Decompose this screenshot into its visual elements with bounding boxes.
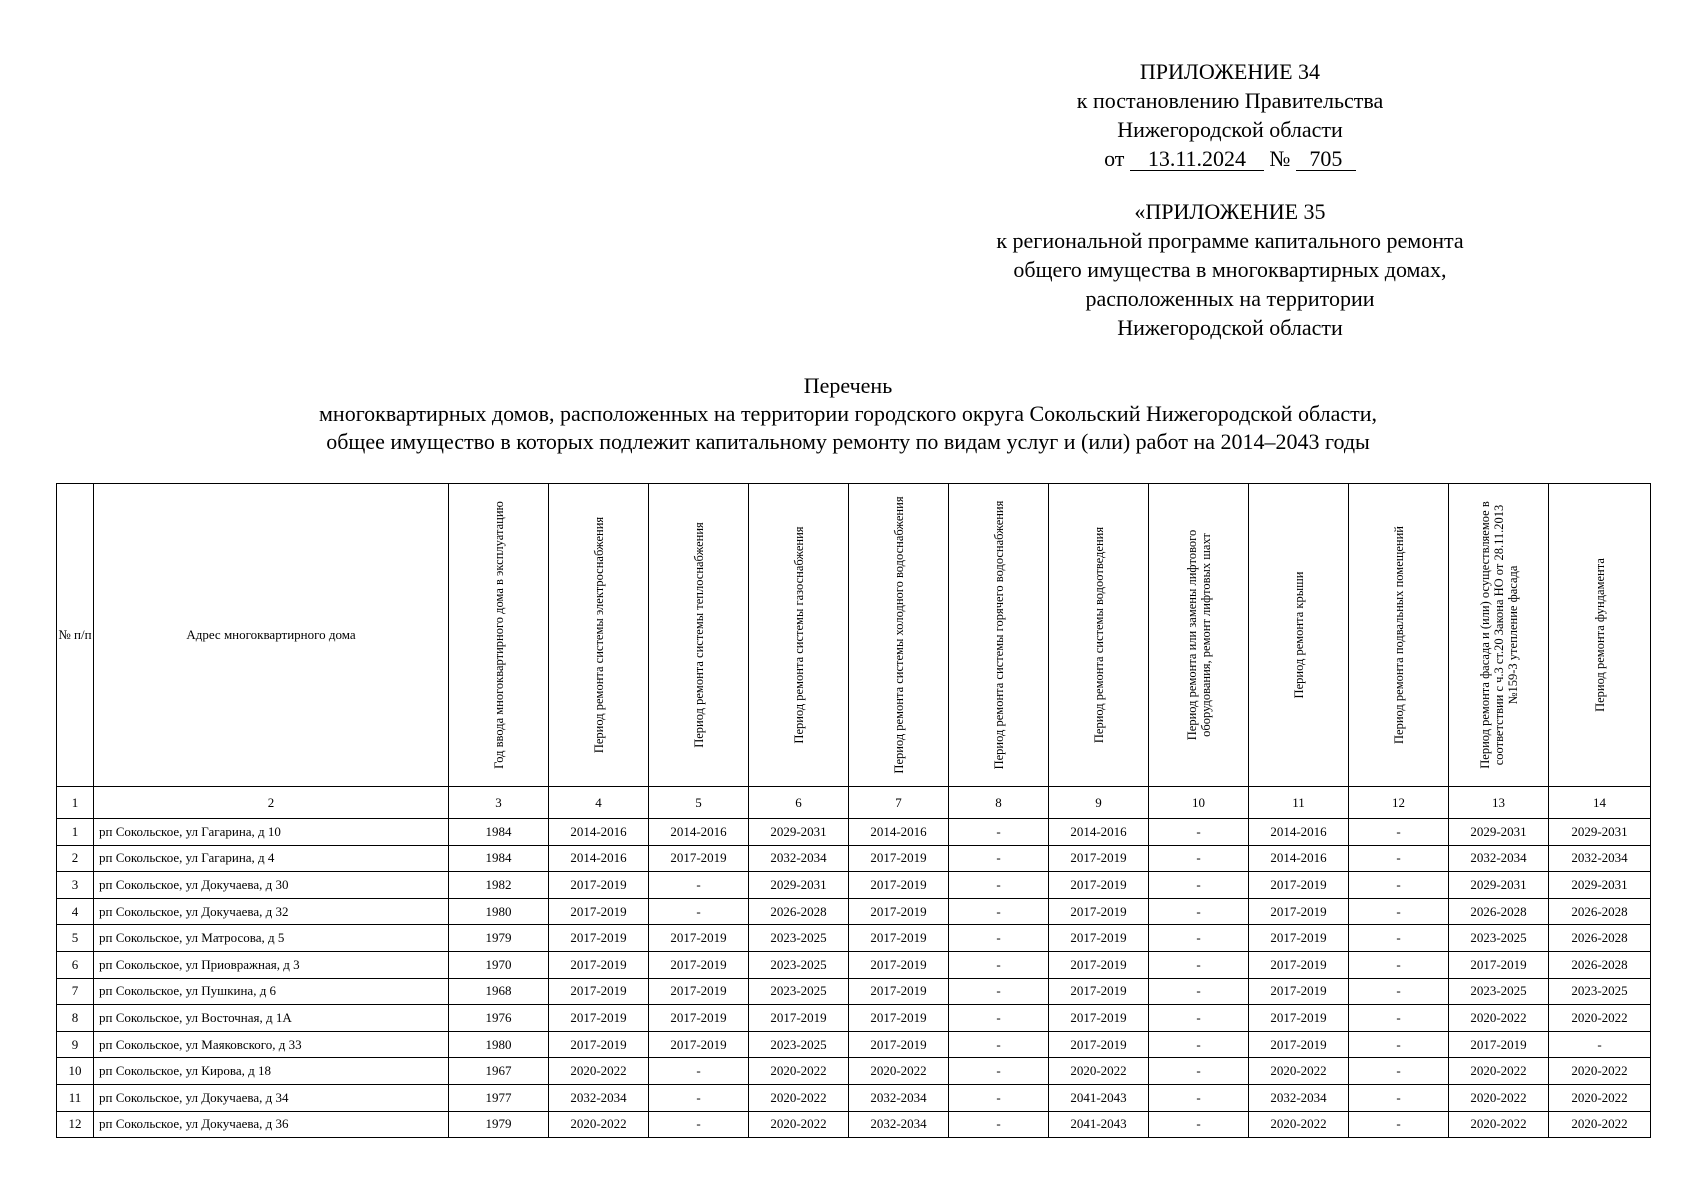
resolution-number: 705 bbox=[1296, 148, 1356, 171]
row-number-cell: 12 bbox=[57, 1111, 94, 1138]
table-cell: 2017-2019 bbox=[849, 1031, 949, 1058]
column-number: 4 bbox=[549, 787, 649, 819]
address-cell: рп Сокольское, ул Гагарина, д 10 bbox=[94, 819, 449, 846]
table-cell: - bbox=[649, 872, 749, 899]
table-cell: 2017-2019 bbox=[749, 1005, 849, 1032]
table-cell: 2020-2022 bbox=[1549, 1005, 1651, 1032]
table-cell: 2017-2019 bbox=[1049, 1031, 1149, 1058]
table-cell: - bbox=[1149, 1111, 1249, 1138]
table-cell: - bbox=[1349, 951, 1449, 978]
table-row bbox=[57, 1031, 1651, 1058]
table-cell: 2017-2019 bbox=[849, 1005, 949, 1032]
appendix-35-line3: расположенных на территории bbox=[1085, 286, 1375, 311]
table-cell: - bbox=[1149, 898, 1249, 925]
table-cell: - bbox=[1349, 1031, 1449, 1058]
houses-table bbox=[56, 483, 1651, 1138]
table-cell: 2017-2019 bbox=[549, 1005, 649, 1032]
table-cell: - bbox=[949, 1111, 1049, 1138]
table-cell: 2017-2019 bbox=[649, 845, 749, 872]
table-cell: 2032-2034 bbox=[1249, 1084, 1349, 1111]
appendix-35-line1: к региональной программе капитального ремонта bbox=[996, 228, 1464, 253]
table-cell: - bbox=[1349, 1058, 1449, 1085]
document-heading bbox=[200, 372, 1496, 456]
table-cell: 2014-2016 bbox=[849, 819, 949, 846]
header-drainage: Период ремонта системы водоотведения bbox=[1049, 484, 1149, 787]
table-cell: 2017-2019 bbox=[1249, 872, 1349, 899]
table-cell: 2029-2031 bbox=[1549, 819, 1651, 846]
table-cell: - bbox=[1149, 1005, 1249, 1032]
column-number: 14 bbox=[1549, 787, 1651, 819]
row-number-cell: 10 bbox=[57, 1058, 94, 1085]
table-cell: 2029-2031 bbox=[1449, 819, 1549, 846]
table-cell: 1982 bbox=[449, 872, 549, 899]
heading-line2: многоквартирных домов, расположенных на территории городского округа Сокольский Нижегородской области, bbox=[319, 401, 1377, 426]
row-number-cell: 8 bbox=[57, 1005, 94, 1032]
header-elevator: Период ремонта или замены лифтового оборудования, ремонт лифтовых шахт bbox=[1149, 484, 1249, 787]
table-cell: 2020-2022 bbox=[1549, 1058, 1651, 1085]
table-cell: - bbox=[949, 1058, 1049, 1085]
table-cell: - bbox=[1349, 1005, 1449, 1032]
table-cell: 2017-2019 bbox=[649, 951, 749, 978]
address-cell: рп Сокольское, ул Докучаева, д 34 bbox=[94, 1084, 449, 1111]
table-cell: 2020-2022 bbox=[1549, 1111, 1651, 1138]
table-cell: 2017-2019 bbox=[549, 978, 649, 1005]
table-cell: - bbox=[1349, 845, 1449, 872]
row-number-cell: 7 bbox=[57, 978, 94, 1005]
table-row bbox=[57, 1058, 1651, 1085]
heading-line3: общее имущество в которых подлежит капитальному ремонту по видам услуг и (или) работ на 2014–2043 годы bbox=[326, 429, 1370, 454]
appendix-35-line2: общего имущества в многоквартирных домах, bbox=[1013, 257, 1447, 282]
table-cell: 2017-2019 bbox=[1049, 951, 1149, 978]
table-cell: 2014-2016 bbox=[649, 819, 749, 846]
column-number: 13 bbox=[1449, 787, 1549, 819]
address-cell: рп Сокольское, ул Маяковского, д 33 bbox=[94, 1031, 449, 1058]
table-cell: 2014-2016 bbox=[1249, 819, 1349, 846]
table-cell: 2017-2019 bbox=[1249, 898, 1349, 925]
table-cell: 1976 bbox=[449, 1005, 549, 1032]
column-number: 3 bbox=[449, 787, 549, 819]
table-cell: 2014-2016 bbox=[1249, 845, 1349, 872]
table-cell: 2041-2043 bbox=[1049, 1084, 1149, 1111]
appendix-35-line4: Нижегородской области bbox=[1117, 315, 1343, 340]
table-cell: 2017-2019 bbox=[1449, 951, 1549, 978]
table-cell: - bbox=[1149, 978, 1249, 1005]
table-cell: - bbox=[949, 898, 1049, 925]
header-roof: Период ремонта крыши bbox=[1249, 484, 1349, 787]
row-number-cell: 3 bbox=[57, 872, 94, 899]
table-row bbox=[57, 819, 1651, 846]
column-number: 1 bbox=[57, 787, 94, 819]
table-cell: 2017-2019 bbox=[549, 1031, 649, 1058]
table-cell: 2014-2016 bbox=[549, 845, 649, 872]
row-number-cell: 11 bbox=[57, 1084, 94, 1111]
table-cell: 2017-2019 bbox=[549, 925, 649, 952]
table-cell: - bbox=[949, 819, 1049, 846]
column-number: 5 bbox=[649, 787, 749, 819]
table-cell: 2023-2025 bbox=[749, 1031, 849, 1058]
table-cell: - bbox=[1549, 1031, 1651, 1058]
table-cell: - bbox=[649, 1084, 749, 1111]
resolution-date: 13.11.2024 bbox=[1130, 148, 1264, 171]
header-electric: Период ремонта системы электроснабжения bbox=[549, 484, 649, 787]
column-number: 2 bbox=[94, 787, 449, 819]
table-cell: - bbox=[949, 1005, 1049, 1032]
table-cell: - bbox=[1349, 1111, 1449, 1138]
table-cell: 2017-2019 bbox=[849, 872, 949, 899]
table-cell: 2017-2019 bbox=[1049, 978, 1149, 1005]
header-basement: Период ремонта подвальных помещений bbox=[1349, 484, 1449, 787]
table-cell: - bbox=[649, 1111, 749, 1138]
table-cell: 2017-2019 bbox=[1249, 978, 1349, 1005]
table-cell: 2017-2019 bbox=[1449, 1031, 1549, 1058]
table-cell: 2017-2019 bbox=[849, 978, 949, 1005]
table-cell: 2020-2022 bbox=[549, 1111, 649, 1138]
table-cell: 2041-2043 bbox=[1049, 1111, 1149, 1138]
address-cell: рп Сокольское, ул Докучаева, д 36 bbox=[94, 1111, 449, 1138]
table-cell: 2020-2022 bbox=[849, 1058, 949, 1085]
table-cell: 2023-2025 bbox=[749, 925, 849, 952]
table-cell: 2032-2034 bbox=[1449, 845, 1549, 872]
table-cell: 2020-2022 bbox=[1249, 1111, 1349, 1138]
column-number: 8 bbox=[949, 787, 1049, 819]
table-cell: 2020-2022 bbox=[749, 1111, 849, 1138]
table-cell: 2029-2031 bbox=[1549, 872, 1651, 899]
table-cell: 2029-2031 bbox=[749, 872, 849, 899]
table-cell: 2017-2019 bbox=[1249, 1005, 1349, 1032]
table-cell: 2017-2019 bbox=[649, 1031, 749, 1058]
column-number: 12 bbox=[1349, 787, 1449, 819]
table-cell: 2017-2019 bbox=[549, 898, 649, 925]
table-cell: 2017-2019 bbox=[849, 845, 949, 872]
table-cell: - bbox=[1149, 951, 1249, 978]
table-cell: 2029-2031 bbox=[749, 819, 849, 846]
table-row bbox=[57, 978, 1651, 1005]
header-facade: Период ремонта фасада и (или) осуществляемое в соответствии с ч.3 ст.20 Закона НО от 28.11.2013 №159-З утепление фасада bbox=[1449, 484, 1549, 787]
table-cell: - bbox=[1349, 925, 1449, 952]
table-cell: 2023-2025 bbox=[749, 978, 849, 1005]
table-cell: 2020-2022 bbox=[1249, 1058, 1349, 1085]
table-cell: - bbox=[1349, 898, 1449, 925]
table-cell: 2020-2022 bbox=[1549, 1084, 1651, 1111]
table-body bbox=[57, 819, 1651, 1138]
table-cell: 2023-2025 bbox=[1549, 978, 1651, 1005]
row-number-cell: 5 bbox=[57, 925, 94, 952]
table-cell: 2017-2019 bbox=[649, 1005, 749, 1032]
row-number-cell: 4 bbox=[57, 898, 94, 925]
table-cell: 2026-2028 bbox=[1549, 925, 1651, 952]
table-row bbox=[57, 872, 1651, 899]
appendix-34-block bbox=[1030, 57, 1430, 173]
table-cell: 2017-2019 bbox=[649, 925, 749, 952]
table-cell: 2020-2022 bbox=[1049, 1058, 1149, 1085]
header-address: Адрес многоквартирного дома bbox=[94, 484, 449, 787]
header-cold-water: Период ремонта системы холодного водоснабжения bbox=[849, 484, 949, 787]
table-cell: 2032-2034 bbox=[1549, 845, 1651, 872]
appendix-35-title: «ПРИЛОЖЕНИЕ 35 bbox=[1134, 199, 1326, 224]
table-cell: - bbox=[1149, 872, 1249, 899]
table-cell: 1967 bbox=[449, 1058, 549, 1085]
table-cell: - bbox=[1349, 819, 1449, 846]
appendix-35-block bbox=[930, 197, 1530, 342]
table-cell: 2032-2034 bbox=[549, 1084, 649, 1111]
table-cell: 2026-2028 bbox=[1549, 951, 1651, 978]
table-cell: - bbox=[1349, 978, 1449, 1005]
table-cell: 2032-2034 bbox=[849, 1084, 949, 1111]
table-cell: - bbox=[649, 1058, 749, 1085]
table-cell: 2020-2022 bbox=[749, 1084, 849, 1111]
table-row bbox=[57, 1111, 1651, 1138]
table-cell: 2020-2022 bbox=[1449, 1111, 1549, 1138]
table-cell: 1979 bbox=[449, 925, 549, 952]
column-number-row bbox=[57, 787, 1651, 819]
header-hot-water: Период ремонта системы горячего водоснабжения bbox=[949, 484, 1049, 787]
table-row bbox=[57, 1005, 1651, 1032]
table-cell: - bbox=[949, 1084, 1049, 1111]
table-cell: 1980 bbox=[449, 898, 549, 925]
table-cell: - bbox=[949, 845, 1049, 872]
table-row bbox=[57, 1084, 1651, 1111]
column-number: 10 bbox=[1149, 787, 1249, 819]
table-row bbox=[57, 925, 1651, 952]
table-cell: 2017-2019 bbox=[549, 951, 649, 978]
column-number: 7 bbox=[849, 787, 949, 819]
table-cell: 2023-2025 bbox=[1449, 978, 1549, 1005]
table-cell: 2020-2022 bbox=[1449, 1058, 1549, 1085]
address-cell: рп Сокольское, ул Приовражная, д 3 bbox=[94, 951, 449, 978]
table-cell: - bbox=[949, 925, 1049, 952]
row-number-cell: 6 bbox=[57, 951, 94, 978]
table-cell: 2029-2031 bbox=[1449, 872, 1549, 899]
table-cell: 2017-2019 bbox=[849, 951, 949, 978]
number-sign: № bbox=[1269, 146, 1291, 171]
table-cell: 2017-2019 bbox=[849, 898, 949, 925]
heading-line1: Перечень bbox=[803, 373, 893, 398]
column-number: 6 bbox=[749, 787, 849, 819]
table-header-row bbox=[57, 484, 1651, 787]
header-gas: Период ремонта системы газоснабжения bbox=[749, 484, 849, 787]
table-cell: - bbox=[1149, 1084, 1249, 1111]
table-cell: 2017-2019 bbox=[1249, 951, 1349, 978]
table-cell: - bbox=[1149, 845, 1249, 872]
appendix-34-line1: к постановлению Правительства bbox=[1076, 88, 1384, 113]
table-cell: 1980 bbox=[449, 1031, 549, 1058]
address-cell: рп Сокольское, ул Восточная, д 1А bbox=[94, 1005, 449, 1032]
table-cell: - bbox=[1349, 872, 1449, 899]
address-cell: рп Сокольское, ул Докучаева, д 30 bbox=[94, 872, 449, 899]
appendix-34-title: ПРИЛОЖЕНИЕ 34 bbox=[1139, 59, 1321, 84]
table-cell: - bbox=[649, 898, 749, 925]
table-cell: 2017-2019 bbox=[1249, 1031, 1349, 1058]
table-cell: 2023-2025 bbox=[749, 951, 849, 978]
table-cell: 2017-2019 bbox=[649, 978, 749, 1005]
address-cell: рп Сокольское, ул Матросова, д 5 bbox=[94, 925, 449, 952]
header-heating: Период ремонта системы теплоснабжения bbox=[649, 484, 749, 787]
table-cell: 2017-2019 bbox=[1049, 872, 1149, 899]
table-cell: - bbox=[949, 978, 1049, 1005]
table-cell: 2014-2016 bbox=[549, 819, 649, 846]
table-cell: - bbox=[949, 951, 1049, 978]
row-number-cell: 1 bbox=[57, 819, 94, 846]
table-cell: 2026-2028 bbox=[749, 898, 849, 925]
table-row bbox=[57, 951, 1651, 978]
appendix-34-date-line bbox=[1030, 144, 1430, 173]
table-cell: - bbox=[1349, 1084, 1449, 1111]
table-cell: 2017-2019 bbox=[1249, 925, 1349, 952]
appendix-34-line2: Нижегородской области bbox=[1117, 117, 1343, 142]
table-cell: 2032-2034 bbox=[849, 1111, 949, 1138]
table-cell: 2020-2022 bbox=[549, 1058, 649, 1085]
table-row bbox=[57, 845, 1651, 872]
table-cell: - bbox=[1149, 1058, 1249, 1085]
table-cell: 2020-2022 bbox=[1449, 1084, 1549, 1111]
table-cell: 2017-2019 bbox=[1049, 845, 1149, 872]
table-cell: 1977 bbox=[449, 1084, 549, 1111]
table-cell: 1970 bbox=[449, 951, 549, 978]
table-cell: 2023-2025 bbox=[1449, 925, 1549, 952]
table-cell: 2017-2019 bbox=[1049, 898, 1149, 925]
address-cell: рп Сокольское, ул Кирова, д 18 bbox=[94, 1058, 449, 1085]
address-cell: рп Сокольское, ул Докучаева, д 32 bbox=[94, 898, 449, 925]
address-cell: рп Сокольское, ул Пушкина, д 6 bbox=[94, 978, 449, 1005]
column-number: 11 bbox=[1249, 787, 1349, 819]
table-cell: 2020-2022 bbox=[749, 1058, 849, 1085]
date-prefix: от bbox=[1104, 146, 1125, 171]
row-number-cell: 2 bbox=[57, 845, 94, 872]
table-cell: 2020-2022 bbox=[1449, 1005, 1549, 1032]
table-row bbox=[57, 898, 1651, 925]
table-cell: 1968 bbox=[449, 978, 549, 1005]
address-cell: рп Сокольское, ул Гагарина, д 4 bbox=[94, 845, 449, 872]
table-cell: - bbox=[949, 872, 1049, 899]
row-number-cell: 9 bbox=[57, 1031, 94, 1058]
table-cell: 2026-2028 bbox=[1449, 898, 1549, 925]
table-cell: 2017-2019 bbox=[549, 872, 649, 899]
table-cell: 2017-2019 bbox=[1049, 925, 1149, 952]
table-cell: - bbox=[1149, 1031, 1249, 1058]
table-cell: 2032-2034 bbox=[749, 845, 849, 872]
table-cell: - bbox=[949, 1031, 1049, 1058]
table-cell: 2017-2019 bbox=[849, 925, 949, 952]
table-cell: 1984 bbox=[449, 845, 549, 872]
header-year: Год ввода многоквартирного дома в эксплуатацию bbox=[449, 484, 549, 787]
table-cell: 2014-2016 bbox=[1049, 819, 1149, 846]
column-number: 9 bbox=[1049, 787, 1149, 819]
header-number: № п/п bbox=[57, 484, 94, 787]
table-cell: 1979 bbox=[449, 1111, 549, 1138]
table-cell: 1984 bbox=[449, 819, 549, 846]
header-foundation: Период ремонта фундамента bbox=[1549, 484, 1651, 787]
table-cell: - bbox=[1149, 925, 1249, 952]
table-cell: 2026-2028 bbox=[1549, 898, 1651, 925]
table-cell: - bbox=[1149, 819, 1249, 846]
table-cell: 2017-2019 bbox=[1049, 1005, 1149, 1032]
